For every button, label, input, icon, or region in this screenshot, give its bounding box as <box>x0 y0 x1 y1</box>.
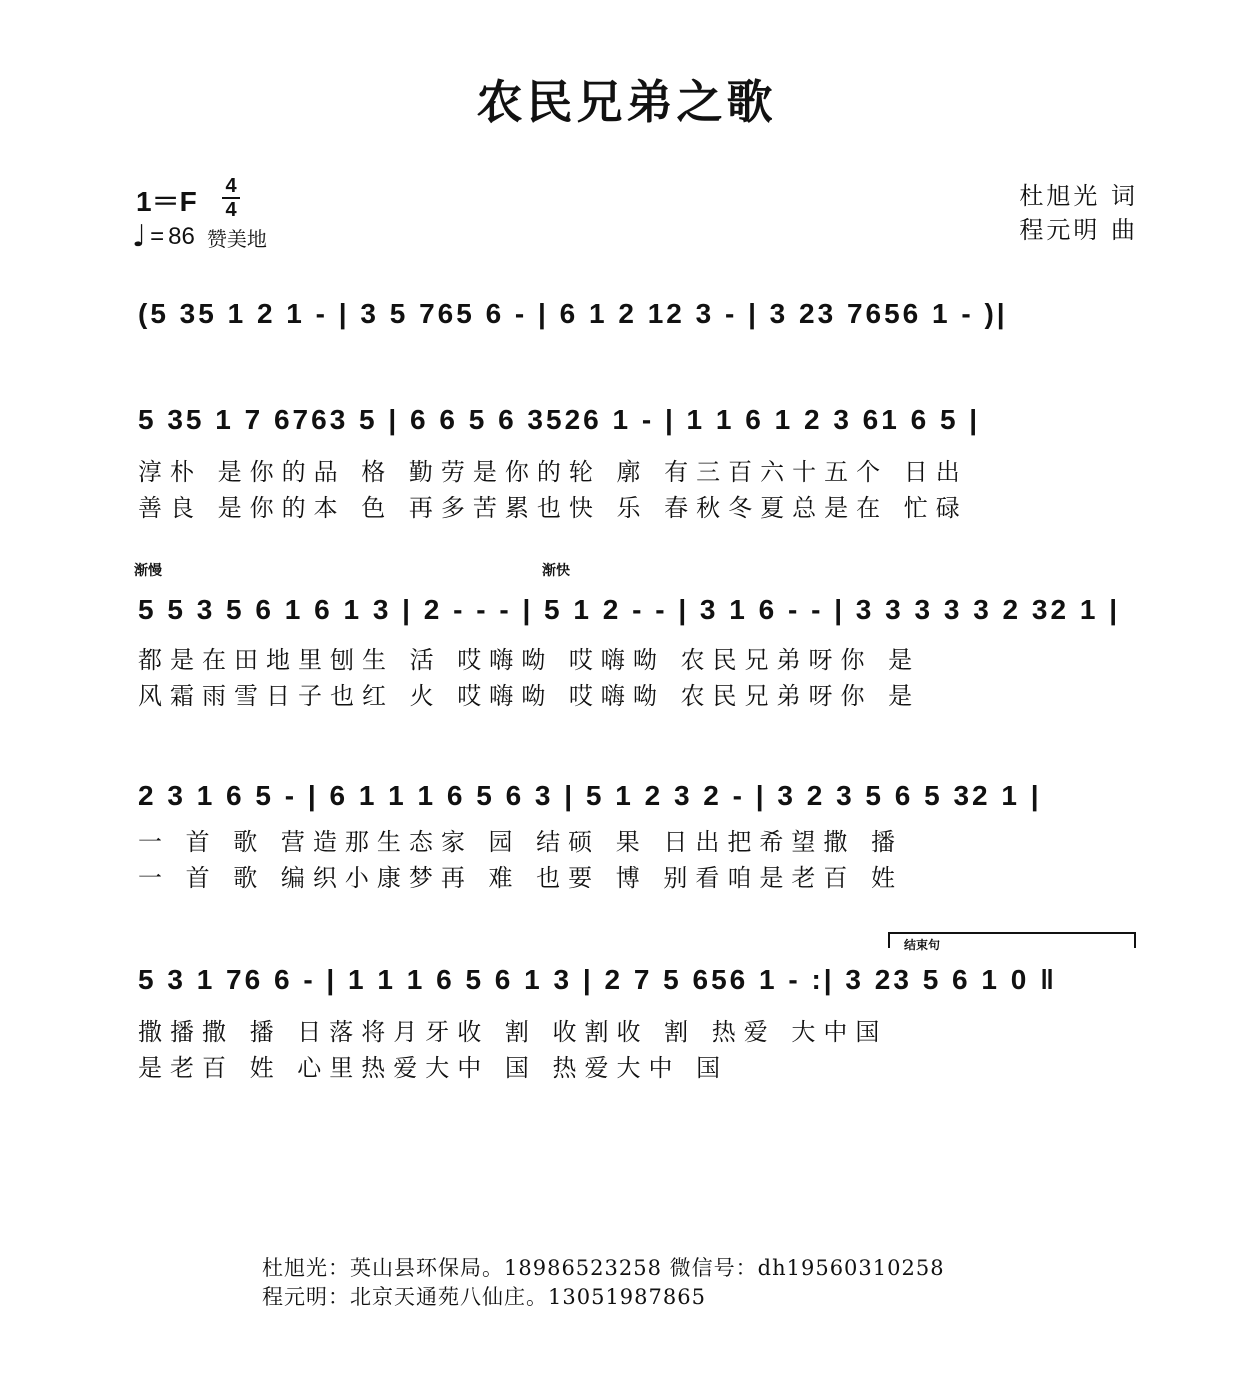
composer-credit: 程元明 曲 <box>1019 216 1138 244</box>
lyric-verse-2: 善良 是你的本 色 再多苦累也快 乐 春秋冬夏总是在 忙碌 <box>138 494 968 522</box>
song-title: 农民兄弟之歌 <box>476 75 777 129</box>
quarter-note-icon: ♩ <box>132 219 147 254</box>
ending-bracket <box>888 932 1136 952</box>
tempo-equals: = <box>150 223 165 250</box>
notation-text: 5 5 3 5 6 1 6 1 3 | 2 - - - | 5 1 2 - - | 3 1 6 - - | 3 3 3 3 3 2 32 1 | <box>138 594 1121 625</box>
time-bottom: 4 <box>225 199 237 221</box>
footer-contact-composer: 程元明：北京天通苑八仙庄。13051987865 <box>262 1285 706 1309</box>
time-signature <box>222 176 240 220</box>
tempo-marking <box>132 219 267 254</box>
ritardando-mark: 渐慢 <box>134 563 162 579</box>
lyric-verse-2: 风霜雨雪日子也红 火 哎嗨呦 哎嗨呦 农民兄弟呀你 是 <box>138 682 921 710</box>
lyric-verse-2: 一 首 歌 编织小康梦再 难 也要 博 别看咱是老百 姓 <box>138 864 904 892</box>
tempo-value: 86 <box>168 223 195 250</box>
lyricist-credit: 杜旭光 词 <box>1019 182 1138 210</box>
lyric-verse-1: 一 首 歌 营造那生态家 园 结硕 果 日出把希望撒 播 <box>138 828 904 856</box>
lyric-verse-1: 都是在田地里刨生 活 哎嗨呦 哎嗨呦 农民兄弟呀你 是 <box>138 646 921 674</box>
notation-line <box>130 956 1145 1010</box>
notation-line <box>130 290 1145 344</box>
notation-text: 5 35 1 7 6763 5 | 6 6 5 6 3526 1 - | 1 1 6 1 2 3 61 6 5 | <box>138 404 981 435</box>
tempo-expression: 赞美地 <box>206 226 267 251</box>
notation-text: (5 35 1 2 1 - | 3 5 765 6 - | 6 1 2 12 3 - | 3 23 7656 1 - )| <box>138 298 1008 329</box>
notation-line <box>130 772 1145 826</box>
notation-text: 2 3 1 6 5 - | 6 1 1 1 6 5 6 3 | 5 1 2 3 2 - | 3 2 3 5 6 5 32 1 | <box>138 780 1042 811</box>
notation-text: 5 3 1 76 6 - | 1 1 1 6 5 6 1 3 | 2 7 5 656 1 - :| 3 23 5 6 1 0 ‖ <box>138 964 1058 995</box>
key-signature: 1＝F <box>136 186 197 217</box>
notation-line <box>130 586 1145 640</box>
ending-label: 结束句 <box>904 938 941 952</box>
time-top: 4 <box>225 175 237 197</box>
footer-contact-lyricist: 杜旭光：英山县环保局。18986523258 微信号：dh19560310258 <box>262 1256 945 1280</box>
accelerando-mark: 渐快 <box>542 563 570 579</box>
lyric-verse-1: 淳朴 是你的品 格 勤劳是你的轮 廓 有三百六十五个 日出 <box>138 458 968 486</box>
lyric-verse-1: 撒播撒 播 日落将月牙收 割 收割收 割 热爱 大中国 <box>138 1018 888 1046</box>
lyric-verse-2: 是老百 姓 心里热爱大中 国 热爱大中 国 <box>138 1054 729 1082</box>
notation-line <box>130 396 1145 450</box>
